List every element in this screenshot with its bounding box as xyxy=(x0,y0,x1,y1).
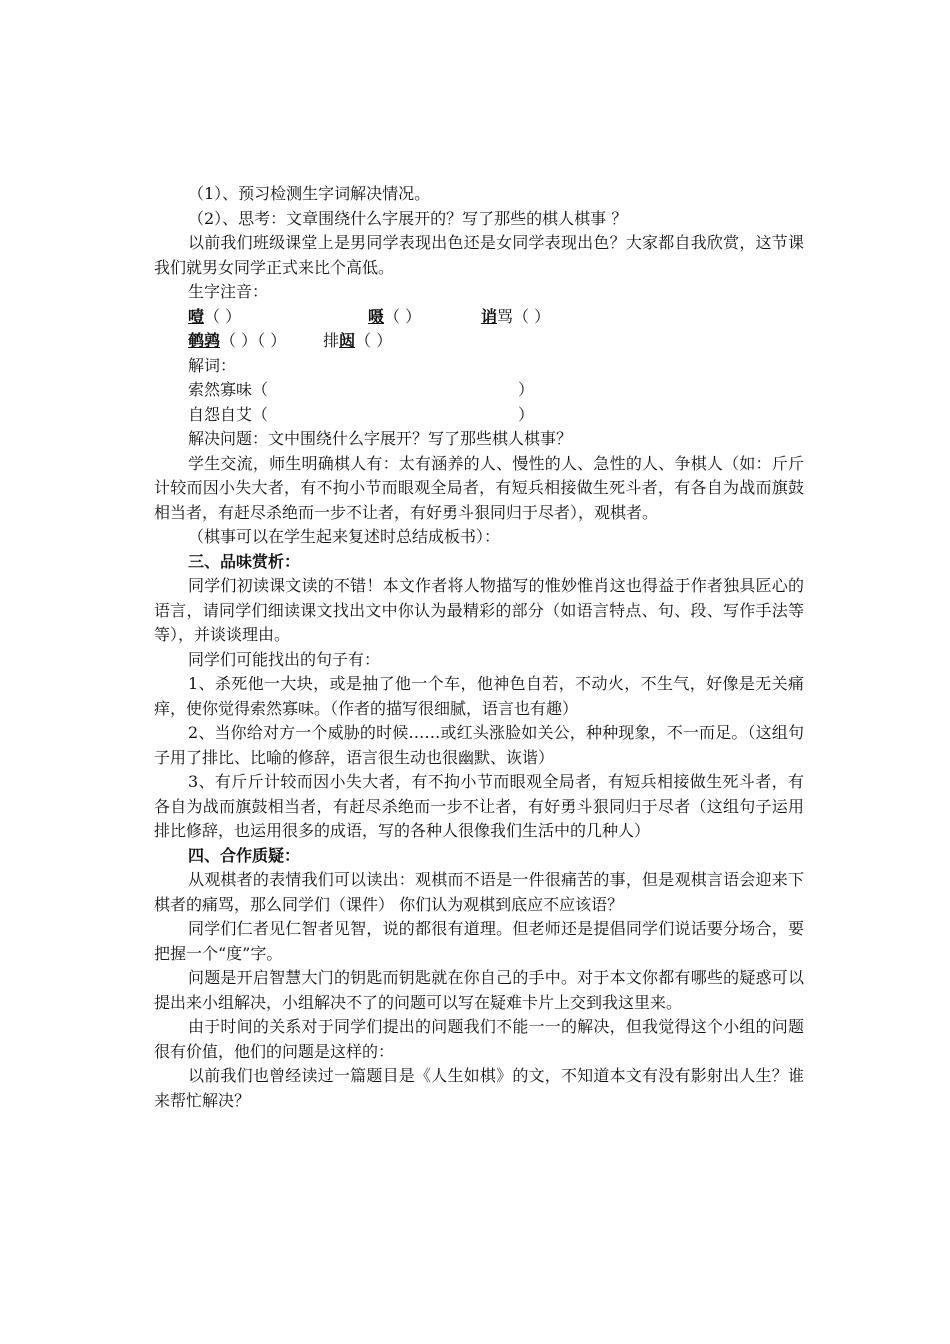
char-pai: 排 xyxy=(323,331,340,350)
pinyin-blank-5: （ ） xyxy=(355,331,393,350)
paragraph-preview-check: （1）、预习检测生字词解决情况。 xyxy=(188,184,431,203)
paragraph-thinking-question: （2）、思考：文章围绕什么字展开的？写了那些的棋人棋事 ？ xyxy=(188,208,628,228)
pinyin-blank-2: （ ） xyxy=(384,306,422,326)
paragraph-problem: 解决问题：文中围绕什么字展开？写了那些棋人棋事？ xyxy=(188,429,573,448)
paragraph-sentence-1: 1、杀死他一大块，或是抽了他一个车，他神色自若，不动火，不生气，好像是无关痛痒，使你觉得索然寡味。（作者的描写很细腻，语言也有趣） xyxy=(154,674,804,718)
char-ye: 噎 xyxy=(188,306,205,326)
paragraph-intro: 以前我们班级课堂上是男同学表现出色还是女同学表现出色？大家都自我欣赏，这节课我们就男女同学正式来比个高低。 xyxy=(154,233,804,277)
label-pinyin: 生字注音： xyxy=(188,282,269,301)
pinyin-blank-3: 骂（ ） xyxy=(497,306,551,326)
paragraph-opinion: 同学们仁者见仁智者见智，说的都很有道理。但老师还是提倡同学们说话要分场合，要把握一个“度”字。 xyxy=(154,919,804,963)
paragraph-sentence-3: 3、有斤斤计较而因小失大者，有不拘小节而眼观全局者，有短兵相接做生死斗者，有各自为战而旗鼓相当者，有赶尽杀绝而一步不让者，有好勇斗狠同归于尽者（这组句子运用排比修辞，也运用很多的成语，写的各种人很像我们生活中的几种人） xyxy=(154,772,804,840)
char-qiao: 诮 xyxy=(481,306,498,326)
vocab-close-1: ） xyxy=(518,380,535,399)
char-anchun: 鹌鹑 xyxy=(188,331,221,350)
vocab-row-2 xyxy=(154,403,804,428)
vocab-close-2: ） xyxy=(518,404,535,424)
section-heading-3: 三、品味赏析： xyxy=(188,551,301,571)
pinyin-item-2 xyxy=(368,305,481,330)
char-ta: 闼 xyxy=(339,331,356,350)
paragraph-sentences-intro: 同学们可能找出的句子有： xyxy=(188,649,381,669)
pinyin-blank-4: （ ）（ ） xyxy=(220,331,287,350)
pinyin-row-1 xyxy=(154,305,804,330)
paragraph-observer: 从观棋者的表情我们可以读出：观棋而不语是一件很痛苦的事，但是观棋言语会迎来下棋者的痛骂，那么同学们（课件） 你们认为观棋到底应不应该语？ xyxy=(154,870,804,914)
pinyin-item-1 xyxy=(188,305,368,330)
label-vocab: 解词： xyxy=(188,355,237,375)
paragraph-student-exchange: 学生交流，师生明确棋人有：太有涵养的人、慢性的人、急性的人、争棋人（如：斤斤计较而因小失大者，有不拘小节而眼观全局者，有短兵相接做生死斗者，有各自为战而旗鼓相当者，有赶尽杀绝而一步不让者，有好勇斗狠同归于尽者），观棋者。 xyxy=(154,453,804,522)
vocab-row-1 xyxy=(154,378,804,403)
paragraph-time: 由于时间的关系对于同学们提出的问题我们不能一一的解决，但我觉得这个小组的问题很有价值，他们的问题是这样的： xyxy=(154,1017,804,1061)
pinyin-item-3 xyxy=(481,305,550,330)
vocab-word-2: 自怨自艾（ xyxy=(188,404,269,424)
document-body xyxy=(154,182,804,1113)
paragraph-questions: 问题是开启智慧大门的钥匙而钥匙就在你自己的手中。对于本文你都有哪些的疑惑可以提出来小组解决，小组解决不了的问题可以写在疑难卡片上交到我这里来。 xyxy=(154,968,804,1012)
section-heading-4: 四、合作质疑： xyxy=(188,845,301,865)
pinyin-item-5 xyxy=(323,329,392,354)
paragraph-sentence-2: 2、当你给对方一个威胁的时候……或红头涨脸如关公，种种现象，不一而足。（这组句子用了排比、比喻的修辞，语言很生动也很幽默、诙谐） xyxy=(154,723,804,767)
pinyin-blank-1: （ ） xyxy=(204,306,242,326)
char-nie: 嗫 xyxy=(368,306,385,326)
pinyin-row-2 xyxy=(154,329,804,354)
paragraph-life-chess: 以前我们也曾经读过一篇题目是《人生如棋》的文，不知道本文有没有影射出人生？谁来帮忙解决？ xyxy=(154,1066,804,1110)
pinyin-item-4 xyxy=(188,329,323,354)
vocab-word-1: 索然寡味（ xyxy=(188,380,269,399)
paragraph-appreciation: 同学们初读课文读的不错！本文作者将人物描写的惟妙惟肖这也得益于作者独具匠心的语言，请同学们细读课文找出文中你认为最精彩的部分（如语言特点、句、段、写作手法等等），并谈谈理由。 xyxy=(154,576,804,644)
paragraph-board-note: （棋事可以在学生起来复述时总结成板书）： xyxy=(188,527,501,546)
